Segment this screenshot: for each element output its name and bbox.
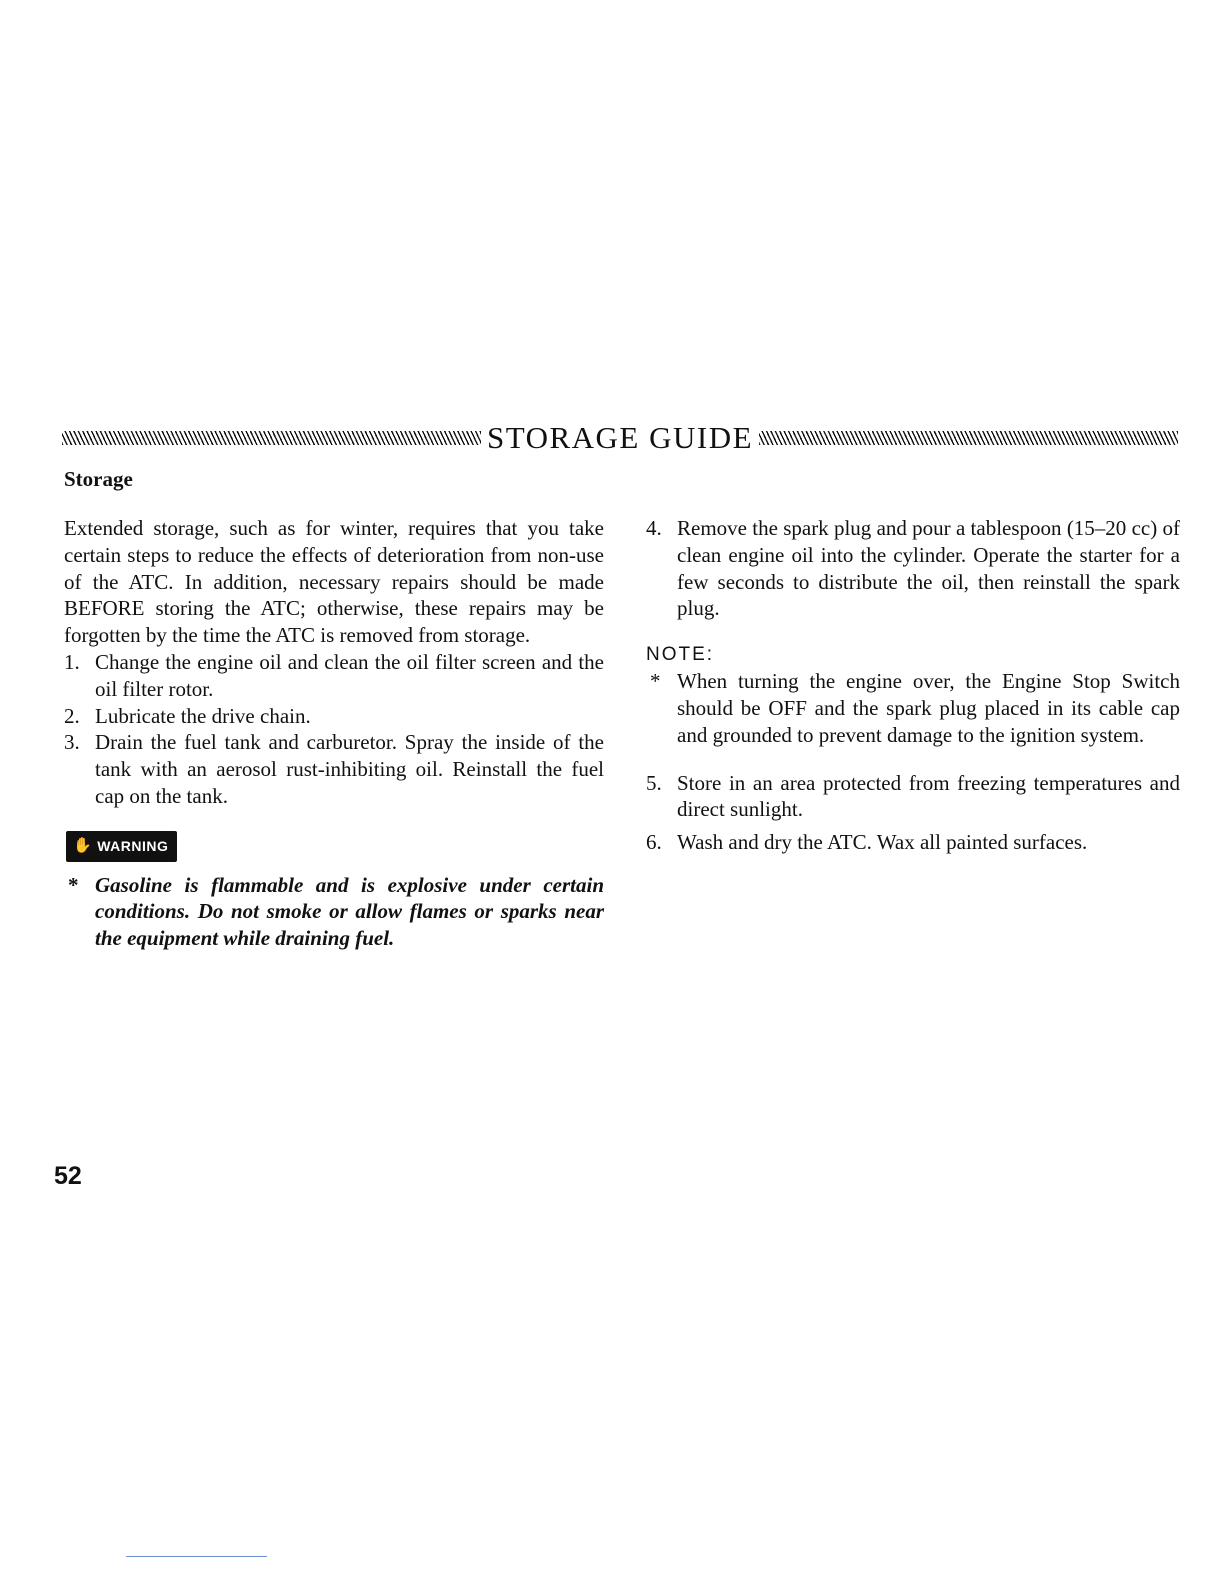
warning-body: Gasoline is flammable and is explosive under certain conditions. Do not smoke or allow flames or sparks near the equipment while draining fuel. — [95, 872, 604, 951]
bullet-asterisk: * — [650, 669, 661, 694]
step-text: Lubricate the drive chain. — [95, 703, 311, 728]
step-text: Wash and dry the ATC. Wax all painted surfaces. — [677, 830, 1088, 855]
step-number: 3. — [64, 730, 80, 755]
note-body: When turning the engine over, the Engine Stop Switch should be OFF and the spark plug placed in its cable cap and grounded to prevent damage to the ignition system. — [677, 669, 1180, 747]
step-number: 4. — [646, 516, 662, 540]
bottom-rule — [126, 1556, 267, 1557]
note-text — [646, 668, 1180, 748]
section-header — [62, 418, 1178, 458]
list-item — [64, 729, 604, 809]
bullet-asterisk: * — [68, 872, 79, 897]
list-item — [646, 829, 1180, 856]
warning-text — [64, 872, 604, 952]
list-item — [64, 703, 604, 730]
step-text: Change the engine oil and clean the oil filter screen and the oil filter rotor. — [95, 649, 604, 701]
left-column — [64, 515, 604, 952]
list-item — [64, 649, 604, 703]
step-number: 2. — [64, 703, 80, 728]
warning-label: WARNING — [97, 837, 169, 854]
step-number: 1. — [64, 649, 80, 674]
header-hatch-right — [759, 431, 1178, 445]
note-heading: NOTE: — [646, 644, 715, 666]
page-number: 52 — [54, 1162, 82, 1190]
step-number: 6. — [646, 830, 662, 855]
steps-list-step4 — [646, 515, 1180, 622]
header-hatch-left — [62, 431, 481, 445]
warning-badge — [66, 831, 177, 862]
step-text: Store in an area protected from freezing temperatures and direct sunlight. — [677, 770, 1180, 822]
page-title: STORAGE GUIDE — [486, 420, 754, 455]
list-item — [646, 515, 1180, 622]
step-text: Remove the spark plug and pour a tablespoon (15–20 cc) of clean engine oil into the cylinder. Operate the starter for a few seconds to distribute the oil, then reinstall the spark plug. — [677, 516, 1180, 621]
section-title: Storage — [64, 467, 133, 491]
steps-list-right — [646, 770, 1180, 856]
right-column — [646, 515, 1180, 856]
steps-list-left — [64, 649, 604, 810]
list-item — [646, 770, 1180, 824]
intro-paragraph: Extended storage, such as for winter, requires that you take certain steps to reduce the effects of deterioration from non-use of the ATC. In addition, necessary repairs should be made BEFORE storing the ATC; otherwise, these repairs may be forgotten by the time the ATC is removed from storage. — [64, 516, 604, 648]
step-number: 5. — [646, 770, 662, 795]
hand-warning-icon: ✋ — [73, 836, 93, 854]
step-text: Drain the fuel tank and carburetor. Spray the inside of the tank with an aerosol rust-inhibiting oil. Reinstall the fuel cap on the tank. — [95, 730, 604, 808]
